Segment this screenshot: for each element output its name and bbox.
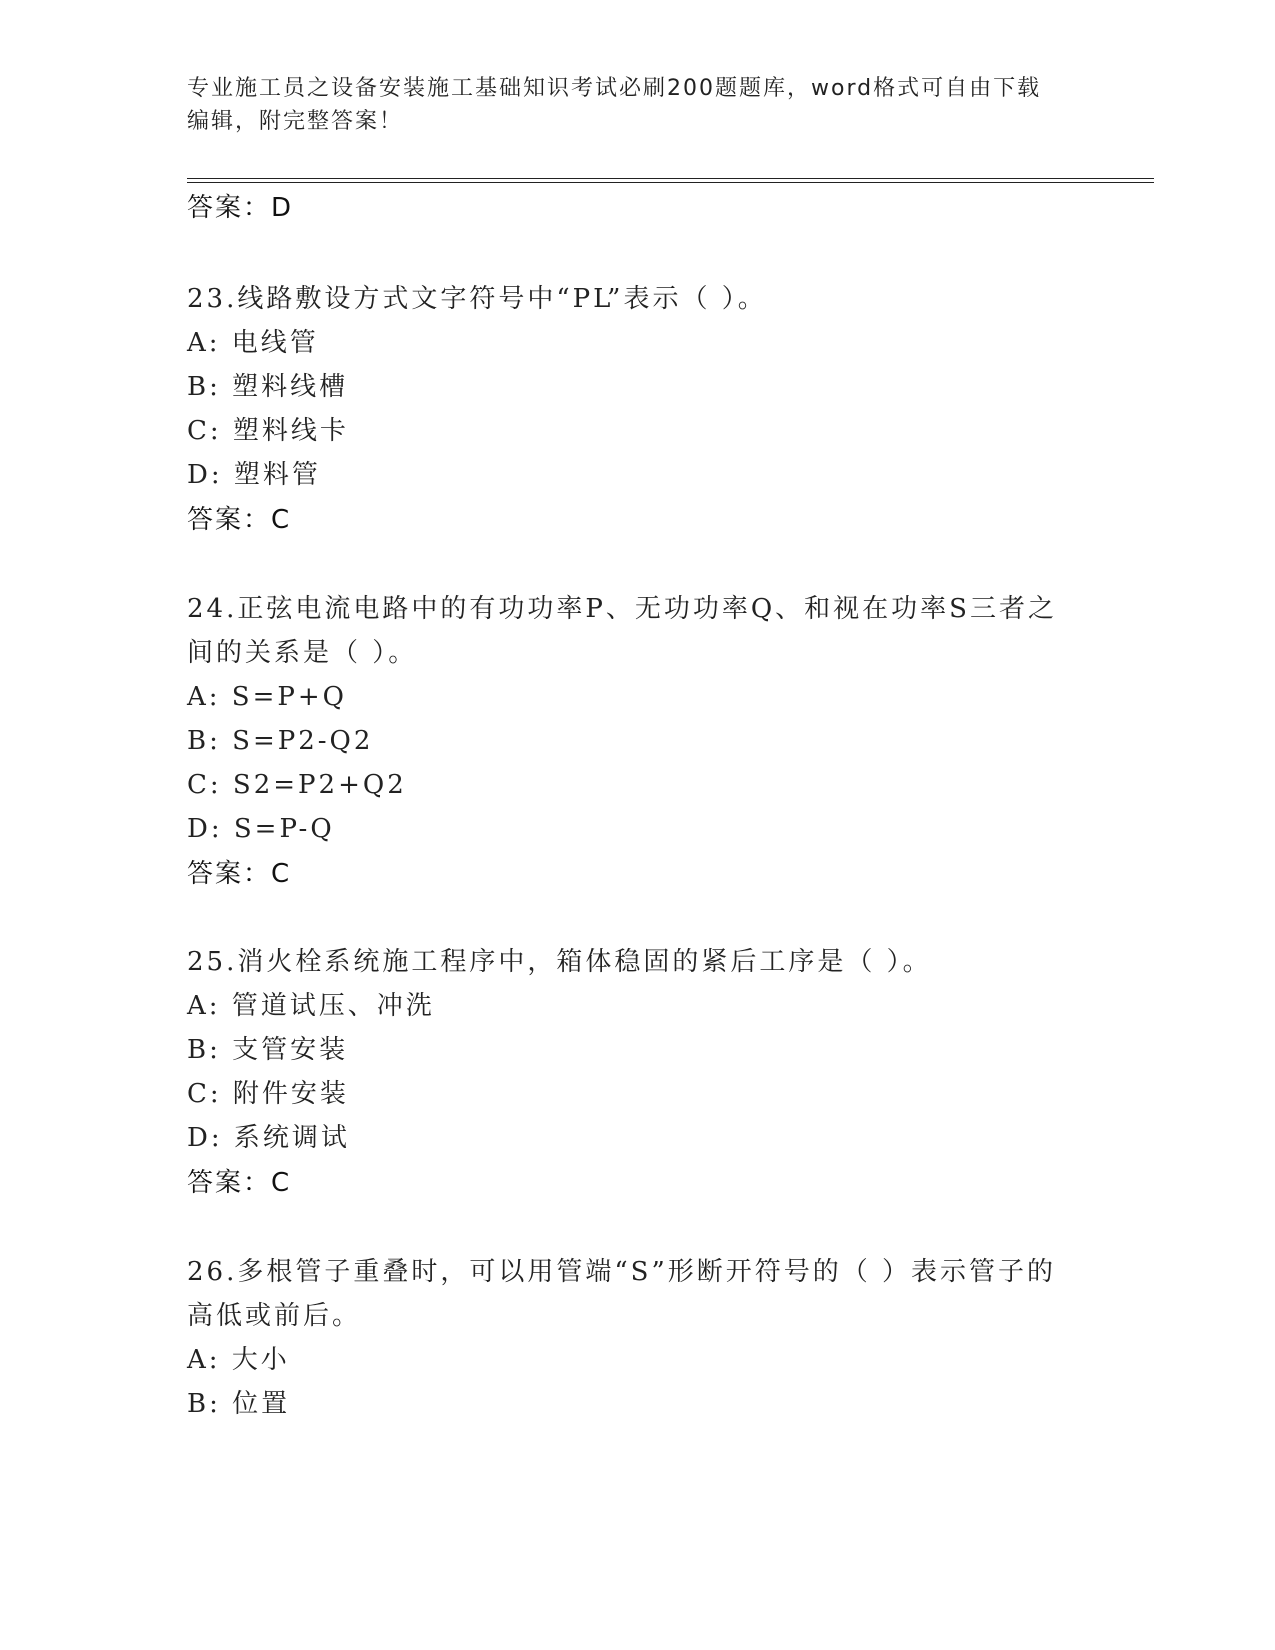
header-rule-top [187,178,1154,179]
option-23-a: A: 电线管 [187,328,319,358]
header-rule-bottom [187,182,1154,183]
option-23-c: C: 塑料线卡 [187,416,349,446]
document-header [187,72,1067,138]
answer-23: 答案：C [187,505,292,535]
option-24-d: D: S=P-Q [187,814,335,844]
option-25-c: C: 附件安装 [187,1079,349,1109]
answer-24: 答案：C [187,859,292,889]
header-line-2: 编辑，附完整答案！ [187,109,404,134]
answer-25: 答案：C [187,1168,292,1198]
question-25: 25.消火栓系统施工程序中，箱体稳固的紧后工序是（ ）。 [187,947,932,977]
option-24-c: C: S2=P2+Q2 [187,770,407,800]
question-26-line-2: 高低或前后。 [187,1301,362,1331]
question-23: 23.线路敷设方式文字符号中“PL”表示（ ）。 [187,284,767,314]
option-26-a: A: 大小 [187,1345,290,1375]
option-24-b: B: S=P2-Q2 [187,726,374,756]
question-24-line-1: 24.正弦电流电路中的有功功率P、无功功率Q、和视在功率S三者之 [187,594,1057,624]
option-26-b: B: 位置 [187,1389,291,1419]
option-24-a: A: S=P+Q [187,682,347,712]
question-24-line-2: 间的关系是（ ）。 [187,638,418,668]
option-23-d: D: 塑料管 [187,460,321,490]
question-26-line-1: 26.多根管子重叠时，可以用管端“S”形断开符号的（ ）表示管子的 [187,1257,1057,1287]
option-25-d: D: 系统调试 [187,1123,350,1153]
header-line-1: 专业施工员之设备安装施工基础知识考试必刷200题题库，word格式可自由下载 [187,76,1042,101]
answer-22: 答案：D [187,193,294,223]
option-25-a: A: 管道试压、冲洗 [187,991,435,1021]
option-25-b: B: 支管安装 [187,1035,349,1065]
option-23-b: B: 塑料线槽 [187,372,349,402]
